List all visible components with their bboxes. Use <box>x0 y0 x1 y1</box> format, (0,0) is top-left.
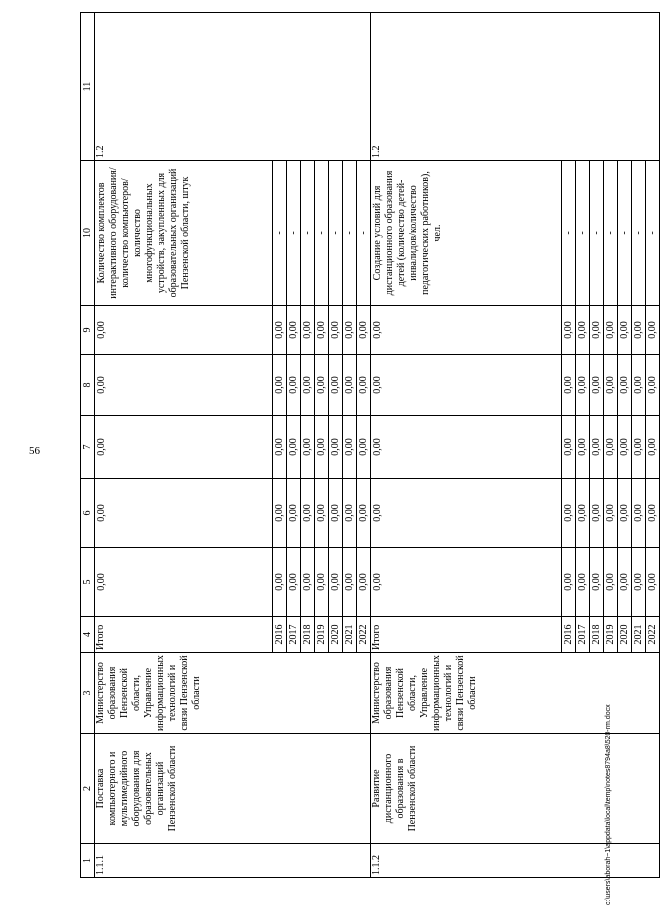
year-value-cell: 0,00 <box>287 355 301 416</box>
year-value-cell: 0,00 <box>273 306 287 355</box>
year-indicator-cell: - <box>632 161 646 306</box>
year-value-cell: 0,00 <box>562 355 576 416</box>
year-value-cell: 0,00 <box>590 479 604 548</box>
year-value-cell: 0,00 <box>604 306 618 355</box>
year-value-cell: 0,00 <box>287 416 301 479</box>
year-value-cell: 0,00 <box>301 416 315 479</box>
year-indicator-cell: - <box>357 161 371 306</box>
year-value-cell: 0,00 <box>618 355 632 416</box>
year-indicator-cell: - <box>287 161 301 306</box>
year-value-cell: 0,00 <box>646 416 660 479</box>
year-indicator-cell: - <box>618 161 632 306</box>
year-cell: 2021 <box>632 617 646 653</box>
year-value-cell: 0,00 <box>646 306 660 355</box>
table-row <box>371 13 562 878</box>
total-value-cell: 0,00 <box>95 479 273 548</box>
year-value-cell: 0,00 <box>357 355 371 416</box>
year-value-cell: 0,00 <box>618 416 632 479</box>
year-value-cell: 0,00 <box>343 479 357 548</box>
year-value-cell: 0,00 <box>576 479 590 548</box>
year-cell: 2016 <box>273 617 287 653</box>
year-indicator-cell: - <box>646 161 660 306</box>
column-header: 8 <box>81 355 95 416</box>
year-value-cell: 0,00 <box>576 416 590 479</box>
year-value-cell: 0,00 <box>562 548 576 617</box>
year-value-cell: 0,00 <box>576 548 590 617</box>
year-value-cell: 0,00 <box>562 479 576 548</box>
total-value-cell: 0,00 <box>371 479 562 548</box>
year-value-cell: 0,00 <box>329 306 343 355</box>
executor-cell: Министерство образования Пензенской области, Управление информационных технологий и связи Пензенской области <box>371 653 660 734</box>
year-value-cell: 0,00 <box>590 306 604 355</box>
year-indicator-cell: - <box>301 161 315 306</box>
column-header: 6 <box>81 479 95 548</box>
column-header: 5 <box>81 548 95 617</box>
year-cell: 2017 <box>287 617 301 653</box>
file-path: c:\users\aborah~1\appdata\local\temp\notes8794a8\520-rm.docx <box>605 704 612 905</box>
year-value-cell: 0,00 <box>618 548 632 617</box>
year-indicator-cell: - <box>329 161 343 306</box>
program-table <box>80 12 660 878</box>
item-number-cell: 1.1.1 <box>95 844 371 878</box>
year-cell: 2017 <box>576 617 590 653</box>
total-value-cell: 0,00 <box>95 416 273 479</box>
year-value-cell: 0,00 <box>329 479 343 548</box>
indicator-cell: Количество комплектов интерактивного оборудования/количество компьютеров/количество многофункциональных устройств, закупленных для образовательных организаций Пензенской области, штук <box>95 161 273 306</box>
indicator-value-cell: 1.2 <box>95 13 371 161</box>
year-value-cell: 0,00 <box>357 548 371 617</box>
total-value-cell: 0,00 <box>371 306 562 355</box>
total-label-cell: Итого <box>371 617 562 653</box>
year-value-cell: 0,00 <box>357 306 371 355</box>
page-number: 56 <box>29 445 40 457</box>
year-value-cell: 0,00 <box>618 479 632 548</box>
item-number-cell: 1.1.2 <box>371 844 660 878</box>
year-cell: 2020 <box>329 617 343 653</box>
year-value-cell: 0,00 <box>632 416 646 479</box>
year-cell: 2016 <box>562 617 576 653</box>
year-value-cell: 0,00 <box>604 416 618 479</box>
table-body <box>95 13 660 878</box>
table-row <box>95 13 273 878</box>
year-value-cell: 0,00 <box>343 355 357 416</box>
column-header: 3 <box>81 653 95 734</box>
year-value-cell: 0,00 <box>273 355 287 416</box>
year-cell: 2022 <box>646 617 660 653</box>
column-header: 2 <box>81 734 95 844</box>
year-value-cell: 0,00 <box>301 548 315 617</box>
indicator-value-cell: 1.2 <box>371 13 660 161</box>
year-value-cell: 0,00 <box>604 355 618 416</box>
year-value-cell: 0,00 <box>604 479 618 548</box>
column-header: 4 <box>81 617 95 653</box>
year-value-cell: 0,00 <box>618 306 632 355</box>
year-value-cell: 0,00 <box>301 306 315 355</box>
year-value-cell: 0,00 <box>273 479 287 548</box>
year-value-cell: 0,00 <box>315 306 329 355</box>
column-header: 10 <box>81 161 95 306</box>
indicator-cell: Создание условий для дистанционного образования детей (количество детей-инвалидов/количество педагогических работников), чел. <box>371 161 562 306</box>
year-value-cell: 0,00 <box>604 548 618 617</box>
year-cell: 2018 <box>590 617 604 653</box>
column-header: 9 <box>81 306 95 355</box>
year-indicator-cell: - <box>576 161 590 306</box>
year-indicator-cell: - <box>604 161 618 306</box>
column-header: 7 <box>81 416 95 479</box>
year-value-cell: 0,00 <box>646 355 660 416</box>
total-value-cell: 0,00 <box>95 355 273 416</box>
year-value-cell: 0,00 <box>287 306 301 355</box>
column-number-row <box>81 13 95 878</box>
total-label-cell: Итого <box>95 617 273 653</box>
year-value-cell: 0,00 <box>343 548 357 617</box>
year-indicator-cell: - <box>273 161 287 306</box>
year-value-cell: 0,00 <box>343 306 357 355</box>
year-value-cell: 0,00 <box>329 355 343 416</box>
year-cell: 2019 <box>315 617 329 653</box>
year-value-cell: 0,00 <box>315 548 329 617</box>
column-header: 1 <box>81 844 95 878</box>
year-cell: 2020 <box>618 617 632 653</box>
year-value-cell: 0,00 <box>632 548 646 617</box>
year-value-cell: 0,00 <box>273 548 287 617</box>
year-value-cell: 0,00 <box>315 416 329 479</box>
year-indicator-cell: - <box>590 161 604 306</box>
year-value-cell: 0,00 <box>343 416 357 479</box>
year-value-cell: 0,00 <box>562 416 576 479</box>
item-name-cell: Поставка компьютерного и мультимедийного оборудования для образовательных организаций Пензенской области <box>95 734 371 844</box>
year-indicator-cell: - <box>315 161 329 306</box>
year-value-cell: 0,00 <box>315 355 329 416</box>
year-value-cell: 0,00 <box>357 479 371 548</box>
year-value-cell: 0,00 <box>632 479 646 548</box>
year-value-cell: 0,00 <box>287 479 301 548</box>
total-value-cell: 0,00 <box>95 548 273 617</box>
total-value-cell: 0,00 <box>95 306 273 355</box>
year-value-cell: 0,00 <box>357 416 371 479</box>
year-value-cell: 0,00 <box>329 416 343 479</box>
year-value-cell: 0,00 <box>590 355 604 416</box>
year-value-cell: 0,00 <box>576 306 590 355</box>
total-value-cell: 0,00 <box>371 416 562 479</box>
year-value-cell: 0,00 <box>562 306 576 355</box>
year-value-cell: 0,00 <box>287 548 301 617</box>
year-value-cell: 0,00 <box>315 479 329 548</box>
year-cell: 2018 <box>301 617 315 653</box>
year-value-cell: 0,00 <box>301 355 315 416</box>
year-cell: 2021 <box>343 617 357 653</box>
year-value-cell: 0,00 <box>646 548 660 617</box>
year-value-cell: 0,00 <box>632 306 646 355</box>
total-value-cell: 0,00 <box>371 548 562 617</box>
year-value-cell: 0,00 <box>576 355 590 416</box>
year-indicator-cell: - <box>343 161 357 306</box>
year-indicator-cell: - <box>562 161 576 306</box>
year-value-cell: 0,00 <box>590 416 604 479</box>
total-value-cell: 0,00 <box>371 355 562 416</box>
year-value-cell: 0,00 <box>590 548 604 617</box>
executor-cell: Министерство образования Пензенской области, Управление информационных технологий и связи Пензенской области <box>95 653 371 734</box>
column-header: 11 <box>81 13 95 161</box>
year-cell: 2019 <box>604 617 618 653</box>
year-value-cell: 0,00 <box>646 479 660 548</box>
year-cell: 2022 <box>357 617 371 653</box>
year-value-cell: 0,00 <box>632 355 646 416</box>
year-value-cell: 0,00 <box>329 548 343 617</box>
item-name-cell: Развитие дистанционного образования в Пензенской области <box>371 734 660 844</box>
year-value-cell: 0,00 <box>273 416 287 479</box>
year-value-cell: 0,00 <box>301 479 315 548</box>
